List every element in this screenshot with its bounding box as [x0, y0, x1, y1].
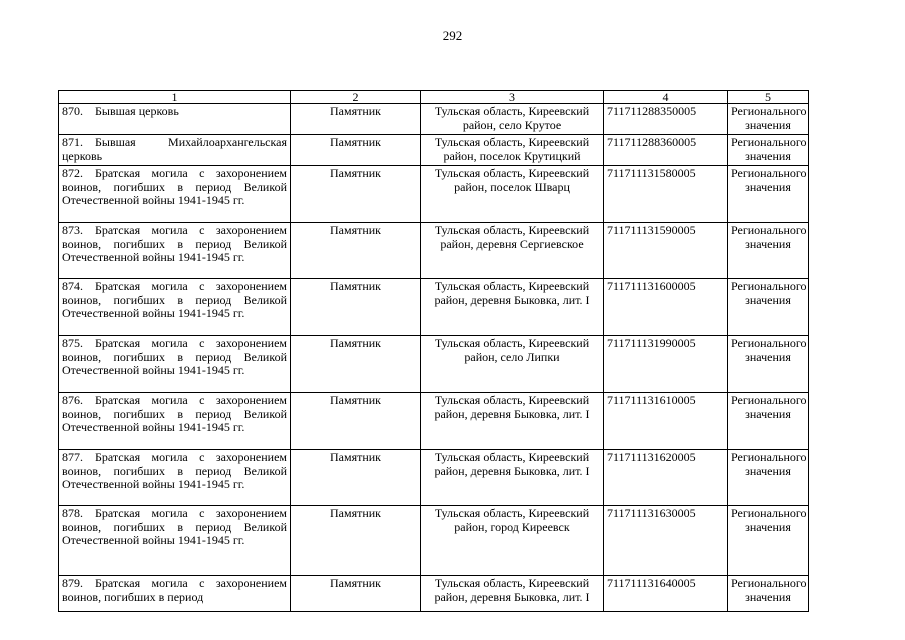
object-type-cell: Памятник — [291, 104, 421, 135]
registry-code-cell: 711711131590005 — [604, 223, 728, 279]
object-type-cell: Памятник — [291, 166, 421, 223]
significance-cell: Регионального значения — [728, 279, 809, 336]
object-name-cell — [59, 279, 291, 336]
object-name: Бывшая Михайлоархангельская церковь — [62, 135, 287, 163]
row-number: 876. — [62, 393, 83, 407]
object-name: Братская могила с захоронением воинов, погибших в период Великой Отечественной войны 1941-1945 гг. — [62, 279, 287, 320]
object-name-cell — [59, 393, 291, 450]
column-header-row — [59, 91, 809, 104]
object-name: Братская могила с захоронением воинов, погибших в период Великой Отечественной войны 1941-1945 гг. — [62, 336, 287, 377]
object-name-cell — [59, 506, 291, 576]
object-name: Братская могила с захоронением воинов, погибших в период Великой Отечественной войны 1941-1945 гг. — [62, 506, 287, 547]
object-name-cell — [59, 166, 291, 223]
registry-code-cell: 711711288360005 — [604, 135, 728, 166]
address-cell: Тульская область, Киреевский район, село Крутое — [421, 104, 604, 135]
row-number: 878. — [62, 506, 83, 520]
object-type-cell: Памятник — [291, 135, 421, 166]
row-number: 874. — [62, 279, 83, 293]
table-row — [59, 223, 809, 279]
table-row — [59, 450, 809, 506]
column-header: 4 — [604, 91, 728, 104]
heritage-registry-table — [58, 90, 809, 612]
object-name: Братская могила с захоронением воинов, погибших в период Великой Отечественной войны 1941-1945 гг. — [62, 393, 287, 434]
address-cell: Тульская область, Киреевский район, деревня Быковка, лит. I — [421, 576, 604, 612]
address-cell: Тульская область, Киреевский район, деревня Быковка, лит. I — [421, 279, 604, 336]
row-number: 877. — [62, 450, 83, 464]
object-name: Братская могила с захоронением воинов, погибших в период — [62, 576, 287, 604]
object-name-cell — [59, 576, 291, 612]
row-number: 870. — [62, 104, 83, 118]
address-cell: Тульская область, Киреевский район, город Киреевск — [421, 506, 604, 576]
significance-cell: Регионального значения — [728, 223, 809, 279]
object-type-cell: Памятник — [291, 576, 421, 612]
object-type-cell: Памятник — [291, 223, 421, 279]
table-row — [59, 336, 809, 393]
address-cell: Тульская область, Киреевский район, село Липки — [421, 336, 604, 393]
object-name: Братская могила с захоронением воинов, погибших в период Великой Отечественной войны 1941-1945 гг. — [62, 223, 287, 264]
significance-cell: Регионального значения — [728, 104, 809, 135]
registry-code-cell: 711711131640005 — [604, 576, 728, 612]
page-number: 292 — [442, 28, 463, 43]
object-name: Бывшая церковь — [95, 104, 179, 118]
address-cell: Тульская область, Киреевский район, поселок Крутицкий — [421, 135, 604, 166]
table-row — [59, 279, 809, 336]
significance-cell: Регионального значения — [728, 166, 809, 223]
object-name: Братская могила с захоронением воинов, погибших в период Великой Отечественной войны 1941-1945 гг. — [62, 450, 287, 491]
object-name: Братская могила с захоронением воинов, погибших в период Великой Отечественной войны 1941-1945 гг. — [62, 166, 287, 207]
significance-cell: Регионального значения — [728, 336, 809, 393]
object-type-cell: Памятник — [291, 279, 421, 336]
column-header: 3 — [421, 91, 604, 104]
row-number: 871. — [62, 135, 83, 149]
object-type-cell: Памятник — [291, 450, 421, 506]
row-number: 873. — [62, 223, 83, 237]
object-name-cell — [59, 104, 291, 135]
significance-cell: Регионального значения — [728, 450, 809, 506]
table-row — [59, 576, 809, 612]
table-row — [59, 135, 809, 166]
object-type-cell: Памятник — [291, 336, 421, 393]
table-row — [59, 104, 809, 135]
registry-code-cell: 711711131580005 — [604, 166, 728, 223]
address-cell: Тульская область, Киреевский район, поселок Шварц — [421, 166, 604, 223]
object-name-cell — [59, 450, 291, 506]
significance-cell: Регионального значения — [728, 393, 809, 450]
object-type-cell: Памятник — [291, 393, 421, 450]
registry-code-cell: 711711288350005 — [604, 104, 728, 135]
column-header: 2 — [291, 91, 421, 104]
address-cell: Тульская область, Киреевский район, деревня Быковка, лит. I — [421, 450, 604, 506]
significance-cell: Регионального значения — [728, 135, 809, 166]
significance-cell: Регионального значения — [728, 576, 809, 612]
address-cell: Тульская область, Киреевский район, деревня Сергиевское — [421, 223, 604, 279]
row-number: 872. — [62, 166, 83, 180]
registry-code-cell: 711711131610005 — [604, 393, 728, 450]
registry-code-cell: 711711131630005 — [604, 506, 728, 576]
object-type-cell: Памятник — [291, 506, 421, 576]
object-name-cell — [59, 223, 291, 279]
registry-code-cell: 711711131620005 — [604, 450, 728, 506]
table-row — [59, 393, 809, 450]
column-header: 1 — [59, 91, 291, 104]
column-header: 5 — [728, 91, 809, 104]
address-cell: Тульская область, Киреевский район, деревня Быковка, лит. I — [421, 393, 604, 450]
row-number: 879. — [62, 576, 83, 590]
registry-code-cell: 711711131600005 — [604, 279, 728, 336]
table-row — [59, 506, 809, 576]
object-name-cell — [59, 135, 291, 166]
row-number: 875. — [62, 336, 83, 350]
table-row — [59, 166, 809, 223]
registry-code-cell: 711711131990005 — [604, 336, 728, 393]
object-name-cell — [59, 336, 291, 393]
significance-cell: Регионального значения — [728, 506, 809, 576]
